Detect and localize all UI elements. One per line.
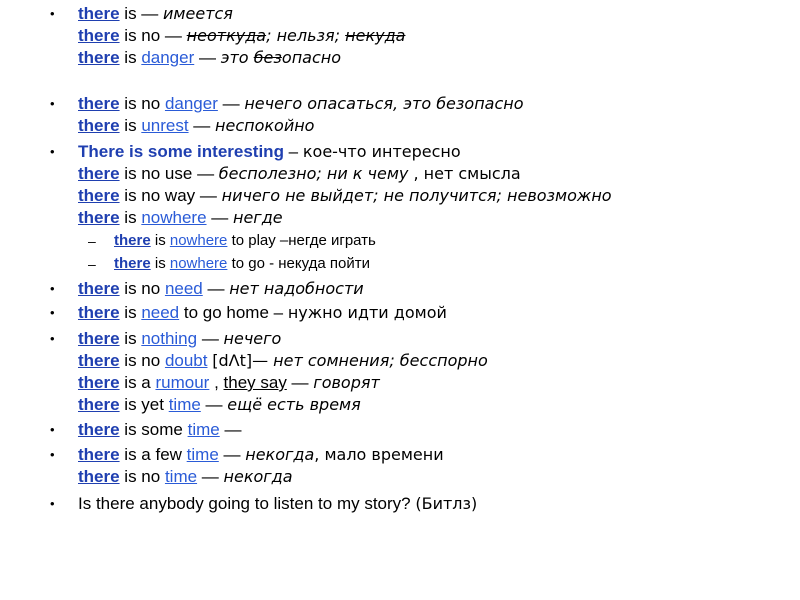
- sub-list-item: there is nowhere to play –негде играть: [114, 232, 376, 249]
- text-line: there is no way — ничего не выйдет; не получится; невозможно: [78, 186, 612, 205]
- keyword: there: [114, 232, 151, 249]
- list-item: [78, 3, 405, 69]
- text-line: There is some interesting – кое-что интересно: [78, 142, 461, 161]
- keyword: there: [78, 26, 120, 45]
- bullet: •: [50, 305, 55, 320]
- keyword: There is some interesting: [78, 142, 284, 161]
- bullet: •: [50, 447, 55, 462]
- bullet: •: [50, 331, 55, 346]
- keyword: there: [78, 351, 120, 370]
- text-line: Is there anybody going to listen to my story? (Битлз): [78, 494, 478, 513]
- list-item: [78, 444, 444, 488]
- text-line: there is danger — это безопасно: [78, 48, 342, 67]
- text-line: there is unrest — неспокойно: [78, 116, 315, 135]
- text-line: there is no danger — нечего опасаться, это безопасно: [78, 94, 524, 113]
- text-line: there is yet time — ещё есть время: [78, 395, 361, 414]
- text-line: there is no need — нет надобности: [78, 279, 364, 298]
- text-line: there is no doubt [dΛt]— нет сомнения; бесспорно: [78, 351, 488, 370]
- bullet: •: [50, 144, 55, 159]
- link-need[interactable]: need: [141, 303, 180, 322]
- list-item: [78, 93, 524, 137]
- link-danger[interactable]: danger: [141, 48, 195, 67]
- keyword: there: [78, 208, 120, 227]
- bullet: •: [50, 422, 55, 437]
- link-time[interactable]: time: [186, 445, 219, 464]
- list-item: [78, 302, 447, 324]
- list-item: [78, 278, 364, 300]
- link-rumour[interactable]: rumour: [155, 373, 210, 392]
- link-danger[interactable]: danger: [164, 94, 218, 113]
- keyword: there: [78, 303, 120, 322]
- link-time[interactable]: time: [168, 395, 201, 414]
- sub-bullet: –: [88, 233, 96, 249]
- list-item: [78, 419, 241, 441]
- link-unrest[interactable]: unrest: [141, 116, 189, 135]
- bullet: •: [50, 281, 55, 296]
- text-line: there is need to go home – нужно идти домой: [78, 303, 447, 322]
- bullet: •: [50, 496, 55, 511]
- bullet: •: [50, 6, 55, 21]
- text-line: there is no time — некогда: [78, 467, 293, 486]
- keyword: there: [78, 164, 120, 183]
- link-nowhere[interactable]: nowhere: [141, 208, 207, 227]
- keyword: there: [78, 186, 120, 205]
- link-doubt[interactable]: doubt: [164, 351, 208, 370]
- text-line: there is — имеется: [78, 4, 233, 23]
- keyword: there: [78, 4, 120, 23]
- list-item: [78, 328, 488, 416]
- keyword: there: [78, 329, 120, 348]
- link-nowhere[interactable]: nowhere: [169, 255, 228, 272]
- text-line: there is some time —: [78, 420, 242, 439]
- text-line: there is nowhere — негде: [78, 208, 283, 227]
- text-line: there is nothing — нечего: [78, 329, 282, 348]
- text-line: there is no — неоткуда; нельзя; некуда: [78, 26, 406, 45]
- text-line: there is a rumour , they say — говорят: [78, 373, 380, 392]
- link-nowhere[interactable]: nowhere: [169, 232, 228, 249]
- sub-list-item: there is nowhere to go - некуда пойти: [114, 255, 370, 272]
- link-time[interactable]: time: [164, 467, 198, 486]
- link-need[interactable]: need: [164, 279, 203, 298]
- link-nothing[interactable]: nothing: [141, 329, 198, 348]
- keyword: there: [78, 116, 120, 135]
- keyword: there: [78, 395, 120, 414]
- keyword: there: [114, 255, 151, 272]
- keyword: there: [78, 373, 120, 392]
- text-line: there is no use — бесполезно; ни к чему , нет смысла: [78, 164, 521, 183]
- bullet: •: [50, 96, 55, 111]
- link-time[interactable]: time: [187, 420, 220, 439]
- list-item: [78, 493, 477, 515]
- keyword: there: [78, 420, 120, 439]
- keyword: there: [78, 467, 120, 486]
- list-item: [78, 141, 612, 229]
- keyword: there: [78, 279, 120, 298]
- keyword: there: [78, 48, 120, 67]
- keyword: there: [78, 445, 120, 464]
- text-line: there is a few time — некогда, мало времени: [78, 445, 444, 464]
- sub-bullet: –: [88, 256, 96, 272]
- keyword: there: [78, 94, 120, 113]
